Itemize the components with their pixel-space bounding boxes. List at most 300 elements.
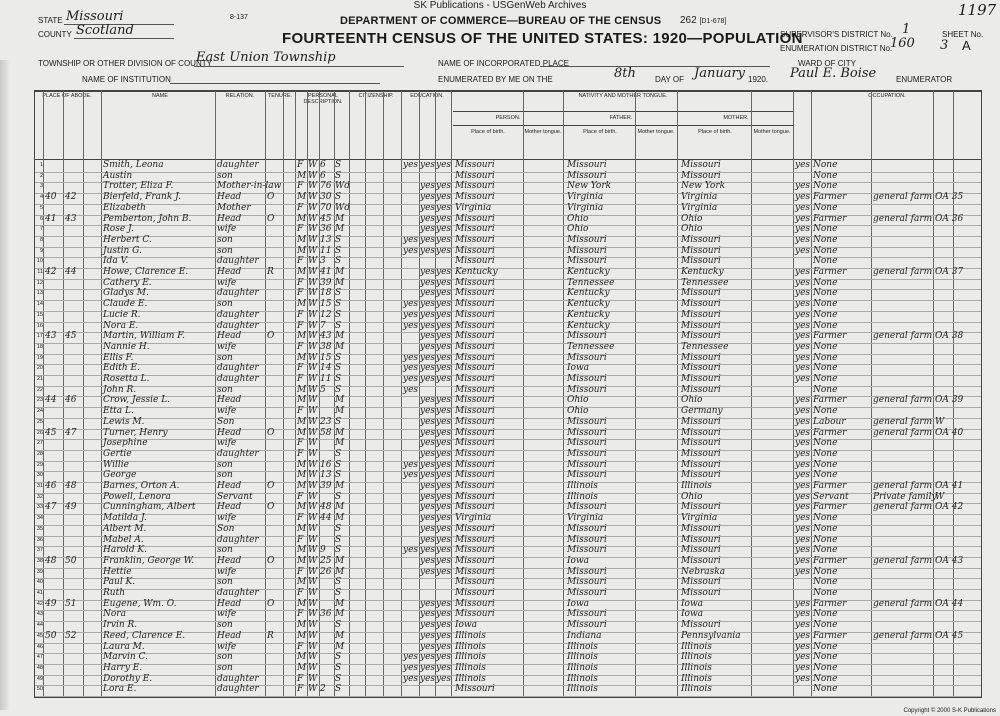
row-number: 16 (36, 322, 43, 329)
cell-rel: son (217, 577, 233, 588)
cell-school: yes (403, 545, 419, 556)
cell-sex: M (297, 331, 307, 342)
cell-write: yes (436, 630, 452, 641)
cell-mbp: Virginia (681, 192, 718, 203)
cell-sex: M (297, 395, 307, 406)
cell-eng: yes (795, 267, 811, 277)
cell-bp: Missouri (455, 470, 495, 481)
cell-occ: None (813, 545, 838, 556)
cell-bp: Missouri (455, 309, 495, 320)
cell-ms: M (335, 277, 345, 288)
cell-ind: general farm (873, 267, 933, 277)
cell-sex: M (297, 598, 307, 609)
form-number: 8-137 (230, 14, 248, 21)
cell-fbp: Missouri (567, 448, 607, 459)
cell-ms: S (335, 170, 342, 181)
table-row (35, 557, 981, 566)
sheet-label: SHEET No. (942, 30, 984, 39)
cell-bp: Missouri (455, 213, 495, 224)
cell-age: 13 (320, 234, 332, 245)
hdr-mother: MOTHER. (723, 115, 749, 121)
table-row (35, 675, 981, 684)
cell-school: yes (403, 374, 419, 384)
cell-eng: yes (795, 288, 811, 299)
cell-bp: Missouri (455, 427, 495, 438)
cell-write: yes (436, 448, 452, 459)
cell-mbp: Missouri (681, 374, 721, 384)
cell-age: 48 (320, 502, 332, 513)
hdr-father-birthplace: Place of birth. (583, 129, 617, 135)
cell-write: yes (436, 234, 452, 245)
cell-occ: Farmer (813, 502, 847, 513)
table-row (35, 493, 981, 502)
cell-sex: F (297, 513, 304, 524)
cell-fbp: Missouri (567, 588, 607, 598)
cell-bp: Illinois (455, 641, 486, 652)
cell-oa: OA 38 (935, 331, 964, 342)
cell-race: W (308, 181, 318, 192)
cell-race: W (308, 513, 318, 524)
cell-bp: Missouri (455, 545, 495, 556)
cell-write: yes (436, 481, 452, 491)
cell-race: W (308, 309, 318, 320)
cell-age: 44 (320, 513, 332, 524)
cell-mbp: Tennessee (681, 277, 729, 288)
cell-name: Edith E. (103, 363, 140, 374)
cell-mbp: Missouri (681, 363, 721, 374)
cell-name: Lora E. (103, 684, 137, 695)
cell-rel: daughter (217, 684, 259, 695)
cell-name: Elizabeth (103, 202, 146, 213)
cell-fbp: Kentucky (567, 309, 610, 320)
cell-read: yes (420, 641, 436, 652)
cell-write: yes (436, 598, 452, 609)
census-grid (34, 90, 982, 698)
cell-fbp: Missouri (567, 609, 607, 620)
cell-fbp: Illinois (567, 652, 598, 663)
cell-occ: None (813, 160, 838, 170)
department-title: DEPARTMENT OF COMMERCE—BUREAU OF THE CENSUS (340, 15, 662, 27)
cell-rel: Head (217, 481, 242, 491)
cell-occ: None (813, 309, 838, 320)
cell-write: yes (436, 459, 452, 470)
row-number: 34 (36, 515, 43, 522)
cell-age: 6 (320, 170, 326, 181)
cell-name: Trotter, Eliza F. (103, 181, 174, 192)
cell-mbp: Missouri (681, 534, 721, 545)
cell-rel: Son (217, 523, 235, 534)
place-label: NAME OF INCORPORATED PLACE (438, 59, 569, 68)
cell-sex: M (297, 459, 307, 470)
cell-school: yes (403, 320, 419, 331)
cell-name: Willie (103, 459, 129, 470)
cell-read: yes (420, 245, 436, 256)
cell-age: 15 (320, 299, 332, 310)
cell-sex: M (297, 481, 307, 491)
cell-race: W (308, 192, 318, 203)
cell-race: W (308, 598, 318, 609)
cell-fbp: Missouri (567, 438, 607, 449)
cell-write: yes (436, 331, 452, 342)
cell-rel: Head (217, 267, 242, 277)
cell-race: W (308, 534, 318, 545)
sheet-side: A (962, 38, 971, 53)
grid-header-rule (35, 159, 981, 160)
cell-dw: 45 (45, 427, 57, 438)
cell-name: Franklin, George W. (103, 555, 195, 566)
cell-occ: Farmer (813, 598, 847, 609)
cell-age: 39 (320, 277, 332, 288)
cell-fbp: Missouri (567, 331, 607, 342)
cell-mbp: Missouri (681, 523, 721, 534)
cell-mbp: Tennessee (681, 341, 729, 352)
cell-ms: M (335, 513, 345, 524)
cell-ms: S (335, 652, 342, 663)
cell-bp: Missouri (455, 448, 495, 459)
cell-fbp: Ohio (567, 224, 589, 235)
table-row (35, 300, 981, 309)
row-number: 33 (36, 504, 43, 511)
row-number: 21 (36, 376, 43, 382)
cell-fbp: Illinois (567, 481, 598, 491)
hdr-mother-tongue: Mother tongue. (753, 129, 791, 135)
cell-eng: yes (795, 202, 811, 213)
cell-ms: S (335, 384, 342, 395)
cell-rel: Head (217, 630, 242, 641)
cell-bp: Virginia (455, 513, 492, 524)
cell-fbp: Missouri (567, 170, 607, 181)
cell-sex: F (297, 288, 304, 299)
cell-eng: yes (795, 277, 811, 288)
cell-rel: daughter (217, 673, 259, 684)
cell-bp: Missouri (455, 416, 495, 427)
cell-occ: None (813, 641, 838, 652)
cell-rel: wife (217, 513, 237, 524)
table-row (35, 621, 981, 630)
row-number: 25 (36, 418, 43, 425)
cell-eng: yes (795, 609, 811, 620)
cell-name: Dorothy E. (103, 673, 153, 684)
cell-ms: S (335, 470, 342, 481)
cell-occ: None (813, 566, 838, 577)
cell-ms: S (335, 673, 342, 684)
cell-name: Claude E. (103, 299, 148, 310)
cell-fbp: Missouri (567, 620, 607, 631)
cell-bp: Missouri (455, 320, 495, 331)
cell-mbp: Missouri (681, 438, 721, 449)
cell-write: yes (436, 181, 452, 192)
cell-sex: M (297, 620, 307, 631)
cell-occ: Farmer (813, 267, 847, 277)
cell-name: Laura M. (103, 641, 145, 652)
cell-occ: None (813, 363, 838, 374)
cell-ms: M (335, 598, 345, 609)
cell-read: yes (420, 555, 436, 566)
enum-district-label: ENUMERATION DISTRICT No. (780, 44, 893, 53)
cell-school: yes (403, 363, 419, 374)
cell-bp: Missouri (455, 341, 495, 352)
row-number: 46 (36, 643, 43, 650)
county-value: Scotland (76, 23, 134, 38)
cell-name: Nora (103, 609, 126, 620)
cell-ms: S (335, 448, 342, 459)
cell-ms: M (335, 555, 345, 566)
cell-rel: son (217, 459, 233, 470)
cell-sex: F (297, 588, 304, 598)
cell-school: yes (403, 673, 419, 684)
cell-occ: None (813, 384, 838, 395)
cell-eng: yes (795, 598, 811, 609)
cell-ms: M (335, 630, 345, 641)
cell-bp: Illinois (455, 630, 486, 641)
cell-ms: S (335, 416, 342, 427)
row-number: 31 (36, 483, 43, 489)
row-number: 29 (36, 461, 43, 468)
cell-dw: 43 (45, 331, 57, 342)
cell-fbp: Missouri (567, 374, 607, 384)
cell-mbp: Pennsylvania (681, 630, 741, 641)
cell-bp: Missouri (455, 288, 495, 299)
cell-bp: Missouri (455, 609, 495, 620)
cell-mbp: Illinois (681, 684, 712, 695)
cell-rel: son (217, 234, 233, 245)
table-row (35, 343, 981, 352)
cell-name: Reed, Clarence E. (103, 630, 186, 641)
cell-mbp: Missouri (681, 459, 721, 470)
row-number: 22 (36, 386, 43, 393)
cell-ms: S (335, 245, 342, 256)
cell-read: yes (420, 609, 436, 620)
cell-bp: Missouri (455, 352, 495, 363)
cell-dw: 44 (45, 395, 57, 406)
cell-rel: wife (217, 566, 237, 577)
cell-bp: Missouri (455, 224, 495, 235)
cell-school: yes (403, 309, 419, 320)
cell-write: yes (436, 545, 452, 556)
cell-occ: None (813, 170, 838, 181)
county-label: COUNTY (38, 30, 72, 39)
row-number: 7 (39, 226, 43, 233)
cell-write: yes (436, 513, 452, 524)
cell-race: W (308, 256, 318, 267)
sheet-value: 3 (940, 38, 949, 53)
cell-age: 14 (320, 363, 332, 374)
cell-occ: None (813, 523, 838, 534)
cell-ms: S (335, 309, 342, 320)
copyright-notice: Copyright © 2000 S-K Publications (903, 708, 996, 714)
cell-name: Lucie R. (103, 309, 141, 320)
row-number: 49 (36, 675, 43, 682)
cell-fbp: Indiana (567, 630, 602, 641)
table-row (35, 482, 981, 491)
cell-ms: M (335, 481, 345, 491)
cell-name: Harry E. (103, 662, 143, 673)
cell-sex: F (297, 684, 304, 695)
cell-sex: M (297, 427, 307, 438)
cell-age: 2 (320, 684, 326, 695)
cell-ind: general farm (873, 395, 933, 406)
cell-school: yes (403, 662, 419, 673)
table-row (35, 215, 981, 224)
cell-rel: son (217, 620, 233, 631)
cell-sex: F (297, 224, 304, 235)
cell-ms: M (335, 427, 345, 438)
cell-race: W (308, 299, 318, 310)
cell-age: 18 (320, 288, 332, 299)
cell-rel: Head (217, 213, 242, 224)
hdr-education: EDUCATION. (410, 93, 444, 99)
cell-name: Matilda J. (103, 513, 147, 524)
township-label: TOWNSHIP OR OTHER DIVISION OF COUNTY (38, 59, 212, 68)
table-row (35, 643, 981, 652)
cell-read: yes (420, 192, 436, 203)
cell-oa: OA 37 (935, 267, 964, 277)
row-number: 19 (36, 354, 43, 361)
row-number: 8 (39, 236, 43, 243)
cell-ms: S (335, 588, 342, 598)
township-value: East Union Township (196, 50, 336, 65)
cell-mbp: New York (681, 181, 726, 192)
cell-read: yes (420, 181, 436, 192)
cell-read: yes (420, 406, 436, 417)
cell-write: yes (436, 299, 452, 310)
cell-name: Paul K. (103, 577, 136, 588)
row-number: 2 (39, 172, 43, 179)
cell-eng: yes (795, 352, 811, 363)
cell-rel: Servant (217, 491, 253, 502)
cell-bp: Missouri (455, 588, 495, 598)
cell-name: Marvin C. (103, 652, 148, 663)
table-row (35, 568, 981, 577)
table-row (35, 182, 981, 191)
cell-bp: Kentucky (455, 267, 498, 277)
row-number: 20 (36, 365, 43, 372)
cell-rel: Head (217, 555, 242, 566)
table-row (35, 279, 981, 288)
cell-sex: M (297, 577, 307, 588)
table-row (35, 247, 981, 256)
cell-read: yes (420, 309, 436, 320)
cell-occ: None (813, 577, 838, 588)
cell-write: yes (436, 609, 452, 620)
cell-eng: yes (795, 555, 811, 566)
table-row (35, 503, 981, 512)
cell-read: yes (420, 620, 436, 631)
cell-race: W (308, 277, 318, 288)
row-number: 27 (36, 440, 43, 447)
cell-name: Ida V. (103, 256, 129, 267)
cell-occ: None (813, 181, 838, 192)
table-row (35, 439, 981, 448)
cell-rel: daughter (217, 160, 259, 170)
table-row (35, 289, 981, 298)
cell-sex: M (297, 470, 307, 481)
cell-rel: son (217, 662, 233, 673)
cell-rel: wife (217, 341, 237, 352)
cell-occ: None (813, 352, 838, 363)
cell-fbp: Illinois (567, 673, 598, 684)
cell-write: yes (436, 523, 452, 534)
cell-occ: Farmer (813, 213, 847, 224)
cell-eng: yes (795, 331, 811, 342)
row-number: 18 (36, 343, 43, 350)
cell-fbp: Illinois (567, 662, 598, 673)
row-number: 11 (37, 269, 43, 275)
row-number: 44 (36, 622, 43, 629)
cell-race: W (308, 577, 318, 588)
cell-occ: None (813, 202, 838, 213)
cell-eng: yes (795, 534, 811, 545)
cell-eng: yes (795, 406, 811, 417)
cell-rel: daughter (217, 534, 259, 545)
cell-bp: Illinois (455, 662, 486, 673)
cell-fbp: Virginia (567, 513, 604, 524)
cell-age: 58 (320, 427, 332, 438)
cell-mbp: Missouri (681, 577, 721, 588)
cell-name: Harold K. (103, 545, 148, 556)
row-number: 26 (36, 429, 43, 436)
cell-occ: None (813, 224, 838, 235)
cell-name: Austin (103, 170, 133, 181)
cell-ms: M (335, 224, 345, 235)
cell-sex: M (297, 502, 307, 513)
cell-write: yes (436, 491, 452, 502)
cell-read: yes (420, 427, 436, 438)
cell-sex: F (297, 609, 304, 620)
institution-underline (170, 83, 380, 84)
cell-race: W (308, 331, 318, 342)
cell-read: yes (420, 662, 436, 673)
cell-bp: Missouri (455, 566, 495, 577)
cell-write: yes (436, 438, 452, 449)
row-number: 40 (36, 579, 43, 586)
cell-oa: OA 42 (935, 502, 964, 513)
cell-occ: None (813, 320, 838, 331)
cell-occ: None (813, 620, 838, 631)
row-number: 15 (36, 311, 43, 318)
cell-name: Smith, Leona (103, 160, 164, 170)
cell-age: 76 (320, 181, 332, 192)
cell-eng: yes (795, 502, 811, 513)
cell-age: 16 (320, 459, 332, 470)
cell-mbp: Illinois (681, 662, 712, 673)
cell-sex: F (297, 566, 304, 577)
cell-race: W (308, 555, 318, 566)
cell-own: O (267, 598, 275, 609)
cell-race: W (308, 234, 318, 245)
cell-age: 5 (320, 384, 326, 395)
cell-race: W (308, 652, 318, 663)
cell-sex: M (297, 213, 307, 224)
cell-rel: son (217, 545, 233, 556)
cell-age: 36 (320, 609, 332, 620)
cell-bp: Missouri (455, 555, 495, 566)
cell-race: W (308, 170, 318, 181)
cell-fbp: Missouri (567, 256, 607, 267)
cell-name: Albert M. (103, 523, 147, 534)
cell-ms: S (335, 320, 342, 331)
cell-rel: Head (217, 427, 242, 438)
row-number: 37 (36, 547, 43, 554)
cell-eng: yes (795, 299, 811, 310)
cell-rel: wife (217, 277, 237, 288)
cell-sex: F (297, 320, 304, 331)
cell-sex: F (297, 309, 304, 320)
cell-rel: son (217, 652, 233, 663)
cell-ms: S (335, 352, 342, 363)
cell-race: W (308, 160, 318, 170)
table-row (35, 311, 981, 320)
